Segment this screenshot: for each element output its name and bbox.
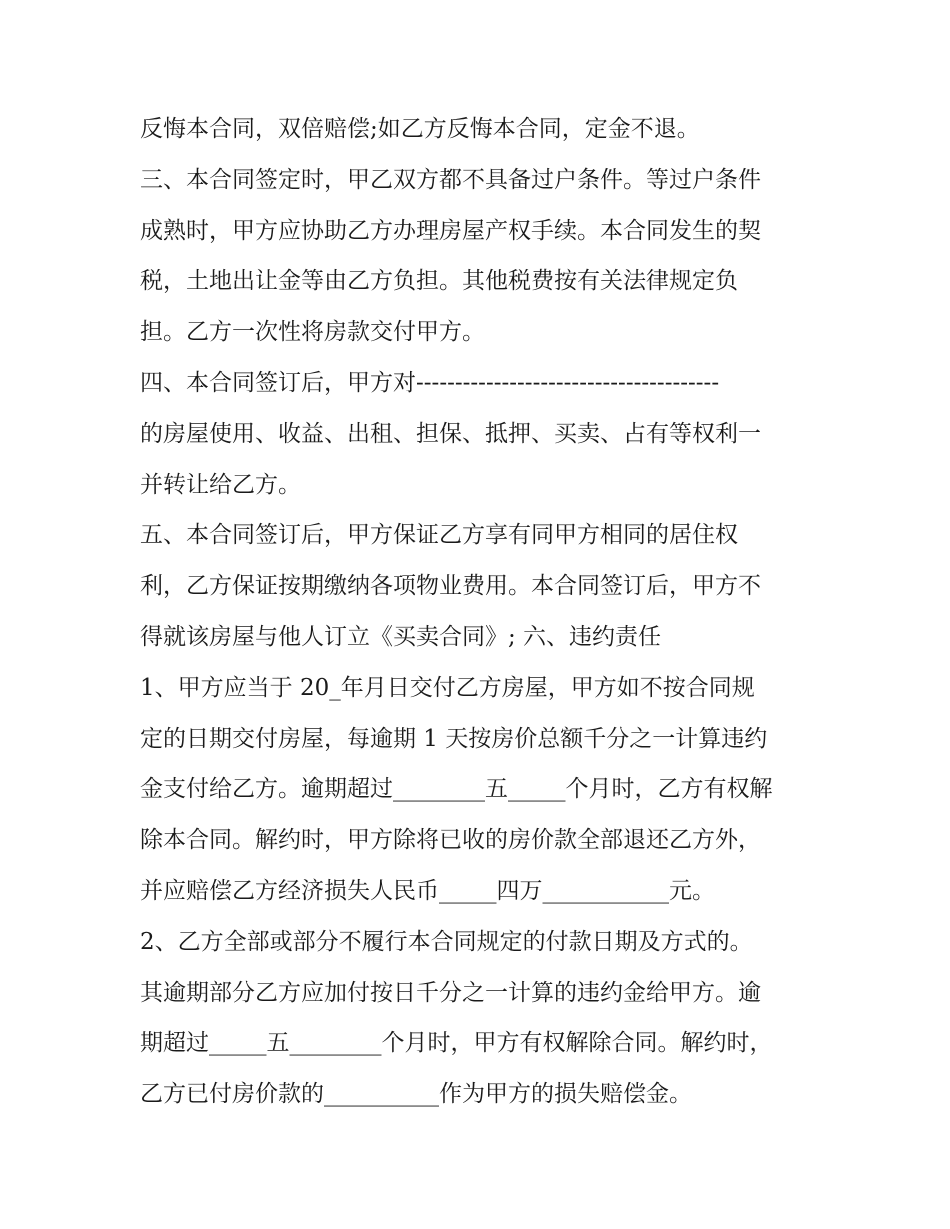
text-line: 四、本合同签订后，甲方对--------------------------------------- xyxy=(140,369,720,396)
text-line: 1、甲方应当于 20_年月日交付乙方房屋，甲方如不按合同规 xyxy=(140,674,755,701)
contract-text xyxy=(140,104,820,1120)
text-line: 成熟时，甲方应协助乙方办理房屋产权手续。本合同发生的契 xyxy=(140,217,761,244)
text-line: 并转让给乙方。 xyxy=(140,471,301,498)
text-line: 税，土地出让金等由乙方负担。其他税费按有关法律规定负 xyxy=(140,268,738,295)
text-line: 其逾期部分乙方应加付按日千分之一计算的违约金给甲方。逾 xyxy=(140,979,761,1006)
text-line: 反悔本合同，双倍赔偿;如乙方反悔本合同，定金不退。 xyxy=(140,116,700,142)
text-line: 金支付给乙方。逾期超过________五_____个月时，乙方有权解 xyxy=(140,776,773,803)
text-line: 乙方已付房价款的__________作为甲方的损失赔偿金。 xyxy=(140,1081,692,1108)
text-line: 2、乙方全部或部分不履行本合同规定的付款日期及方式的。 xyxy=(140,928,753,955)
text-line: 担。乙方一次性将房款交付甲方。 xyxy=(140,319,485,346)
text-line: 的房屋使用、收益、出租、担保、抵押、买卖、占有等权利一 xyxy=(140,420,761,447)
text-line: 定的日期交付房屋，每逾期 1 天按房价总额千分之一计算违约 xyxy=(140,725,768,752)
text-line: 利，乙方保证按期缴纳各项物业费用。本合同签订后，甲方不 xyxy=(140,573,761,600)
text-line: 除本合同。解约时，甲方除将已收的房价款全部退还乙方外， xyxy=(140,827,761,854)
text-line: 期超过_____五________个月时，甲方有权解除合同。解约时， xyxy=(140,1030,773,1057)
text-line: 三、本合同签定时，甲乙双方都不具备过户条件。等过户条件 xyxy=(140,166,761,193)
text-line: 五、本合同签订后，甲方保证乙方享有同甲方相同的居住权 xyxy=(140,522,738,549)
text-line: 并应赔偿乙方经济损失人民币_____四万___________元。 xyxy=(140,877,715,904)
text-line: 得就该房屋与他人订立《买卖合同》; 六、违约责任 xyxy=(140,623,662,650)
